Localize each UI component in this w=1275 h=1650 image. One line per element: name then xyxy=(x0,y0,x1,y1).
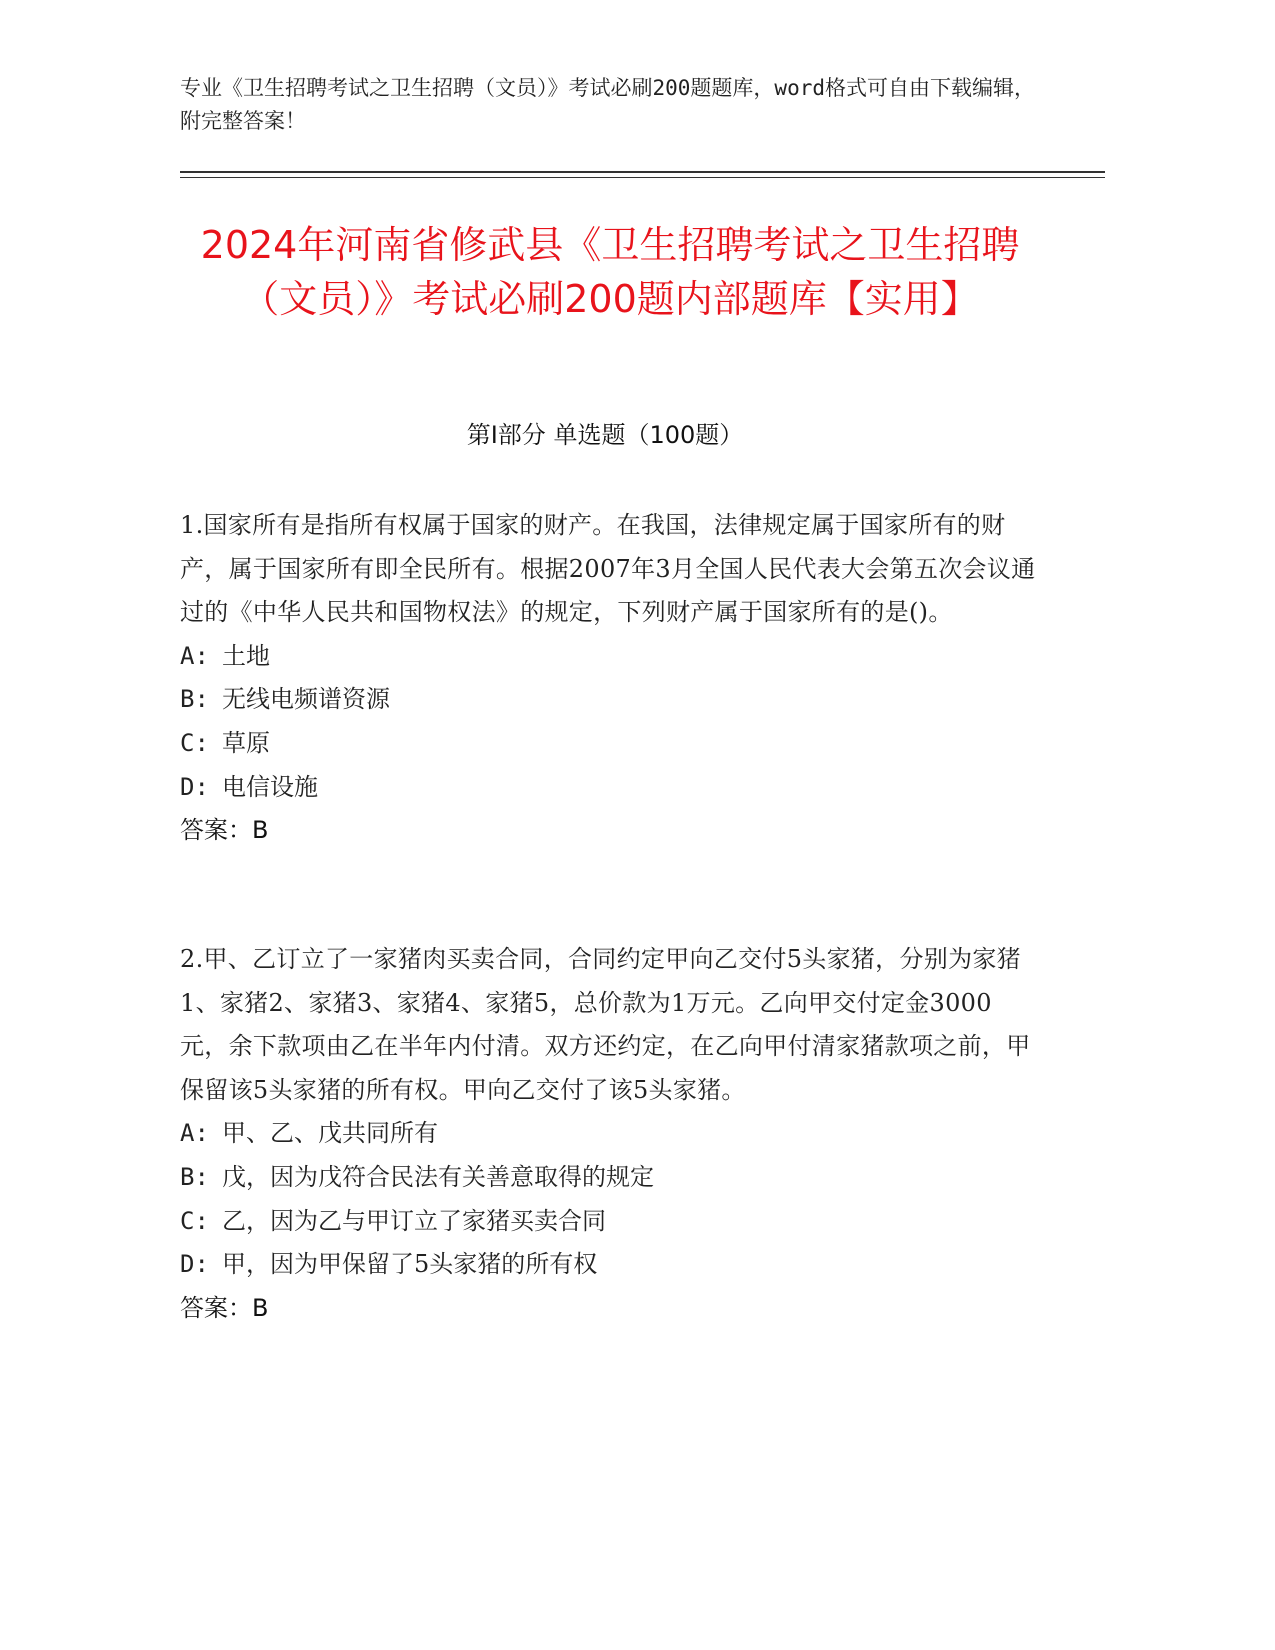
option-c xyxy=(180,722,1040,766)
option-letter: D: xyxy=(180,772,209,801)
option-letter: A: xyxy=(180,641,209,670)
answer-line: 答案：B xyxy=(180,1293,269,1322)
option-letter: B: xyxy=(180,1162,209,1191)
option-letter: B: xyxy=(180,685,209,714)
option-text: 戊，因为戊符合民法有关善意取得的规定 xyxy=(222,1162,654,1191)
header-note: 专业《卫生招聘考试之卫生招聘（文员）》考试必刷200题题库，word格式可自由下载编辑，附完整答案！ xyxy=(180,76,1035,133)
option-letter: C: xyxy=(180,728,209,757)
question-2 xyxy=(180,938,1040,1330)
option-d xyxy=(180,766,1040,810)
option-letter: A: xyxy=(180,1119,209,1148)
header-divider-thin xyxy=(180,177,1105,178)
document-title: 2024年河南省修武县《卫生招聘考试之卫生招聘（文员）》考试必刷200题内部题库【实用】 xyxy=(200,223,1020,321)
option-text: 甲，因为甲保留了5头家猪的所有权 xyxy=(222,1250,598,1279)
header-divider-thick xyxy=(180,171,1105,173)
option-b xyxy=(180,678,1040,722)
option-letter: D: xyxy=(180,1250,209,1279)
question-1 xyxy=(180,504,1040,853)
option-d xyxy=(180,1243,1040,1287)
option-text: 甲、乙、戊共同所有 xyxy=(222,1119,438,1148)
option-b xyxy=(180,1156,1040,1200)
answer-line: 答案：B xyxy=(180,816,269,845)
question-stem: 2.甲、乙订立了一家猪肉买卖合同，合同约定甲向乙交付5头家猪，分别为家猪1、家猪2、家猪3、家猪4、家猪5，总价款为1万元。乙向甲交付定金3000元，余下款项由乙在半年内付清。双方还约定，在乙向甲付清家猪款项之前，甲保留该5头家猪的所有权。甲向乙交付了该5头家猪。 xyxy=(180,945,1031,1104)
question-stem: 1.国家所有是指所有权属于国家的财产。在我国，法律规定属于国家所有的财产，属于国家所有即全民所有。根据2007年3月全国人民代表大会第五次会议通过的《中华人民共和国物权法》的规定，下列财产属于国家所有的是()。 xyxy=(180,511,1036,627)
option-c xyxy=(180,1200,1040,1244)
option-list xyxy=(180,635,1040,809)
option-text: 土地 xyxy=(222,641,270,670)
option-a xyxy=(180,1112,1040,1156)
option-text: 无线电频谱资源 xyxy=(222,685,390,714)
option-letter: C: xyxy=(180,1206,209,1235)
option-text: 乙，因为乙与甲订立了家猪买卖合同 xyxy=(222,1206,606,1235)
option-text: 草原 xyxy=(222,728,270,757)
section-heading: 第I部分 单选题（100题） xyxy=(466,421,744,449)
option-text: 电信设施 xyxy=(222,772,318,801)
option-a xyxy=(180,635,1040,679)
option-list xyxy=(180,1112,1040,1286)
